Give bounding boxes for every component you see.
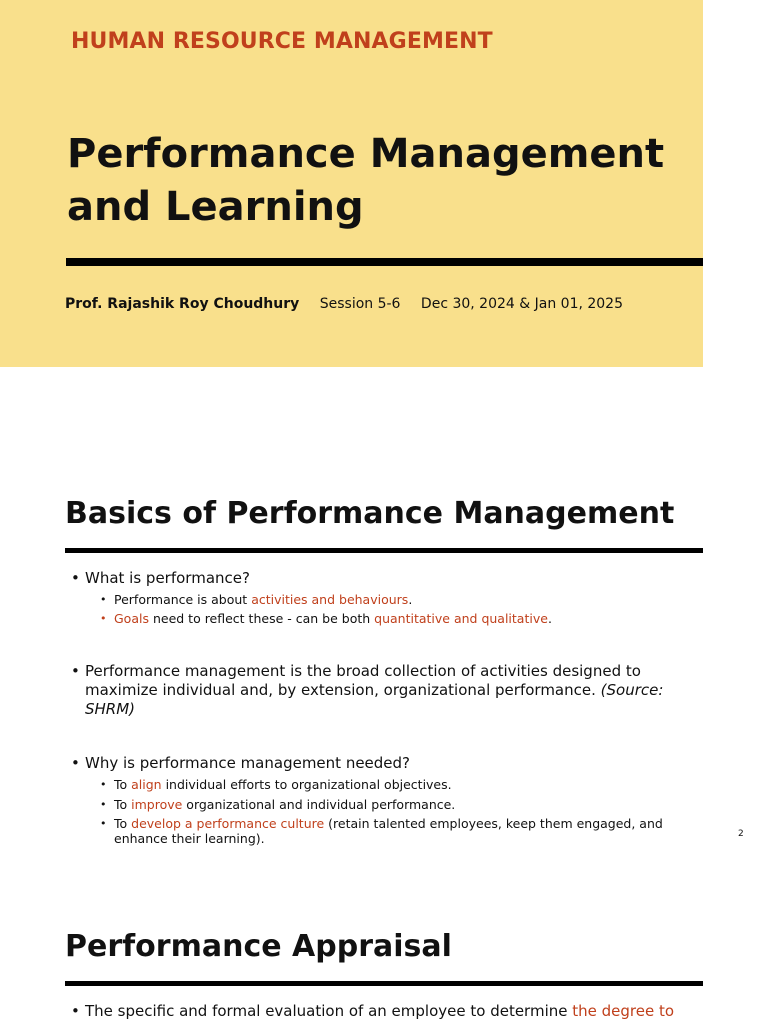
bullet-definition: • Performance management is the broad collection of activities designed to maximize individual and, by extension, organizational performance. (Source: SHRM)	[71, 662, 695, 719]
course-label: HUMAN RESOURCE MANAGEMENT	[71, 29, 493, 54]
basics-heading: Basics of Performance Management	[65, 496, 675, 531]
title-slide	[0, 0, 703, 367]
source-citation: (Source: SHRM)	[85, 681, 664, 718]
session-label: Session 5-6	[319, 296, 401, 312]
sub-bullet-culture: • To develop a performance culture (retain talented employees, keep them engaged, and enhance their learning).	[100, 816, 694, 846]
page-number: 2	[738, 829, 744, 839]
sub-bullet-align: • To align individual efforts to organizational objectives.	[100, 777, 694, 792]
slide-title	[67, 128, 697, 234]
bullet-why-needed: • Why is performance management needed?	[71, 754, 695, 773]
title-divider	[66, 258, 703, 266]
sub-bullet-goals: • Goals need to reflect these - can be both quantitative and qualitative.	[100, 611, 694, 626]
title-line-2: and Learning	[67, 184, 364, 230]
sub-bullet-performance-about: • Performance is about activities and behaviours.	[100, 592, 694, 607]
appraisal-heading: Performance Appraisal	[65, 929, 452, 964]
sub-bullet-improve: • To improve organizational and individual performance.	[100, 797, 694, 812]
appraisal-divider	[65, 981, 703, 986]
session-dates: Dec 30, 2024 & Jan 01, 2025	[420, 296, 623, 312]
professor-name: Prof. Rajashik Roy Choudhury	[65, 296, 300, 312]
session-meta	[65, 296, 623, 312]
title-line-1: Performance Management	[67, 131, 665, 177]
basics-divider	[65, 548, 703, 553]
bullet-what-is-performance: • What is performance?	[71, 569, 695, 588]
bullet-appraisal-definition: • The specific and formal evaluation of an employee to determine the degree to	[71, 1002, 695, 1021]
